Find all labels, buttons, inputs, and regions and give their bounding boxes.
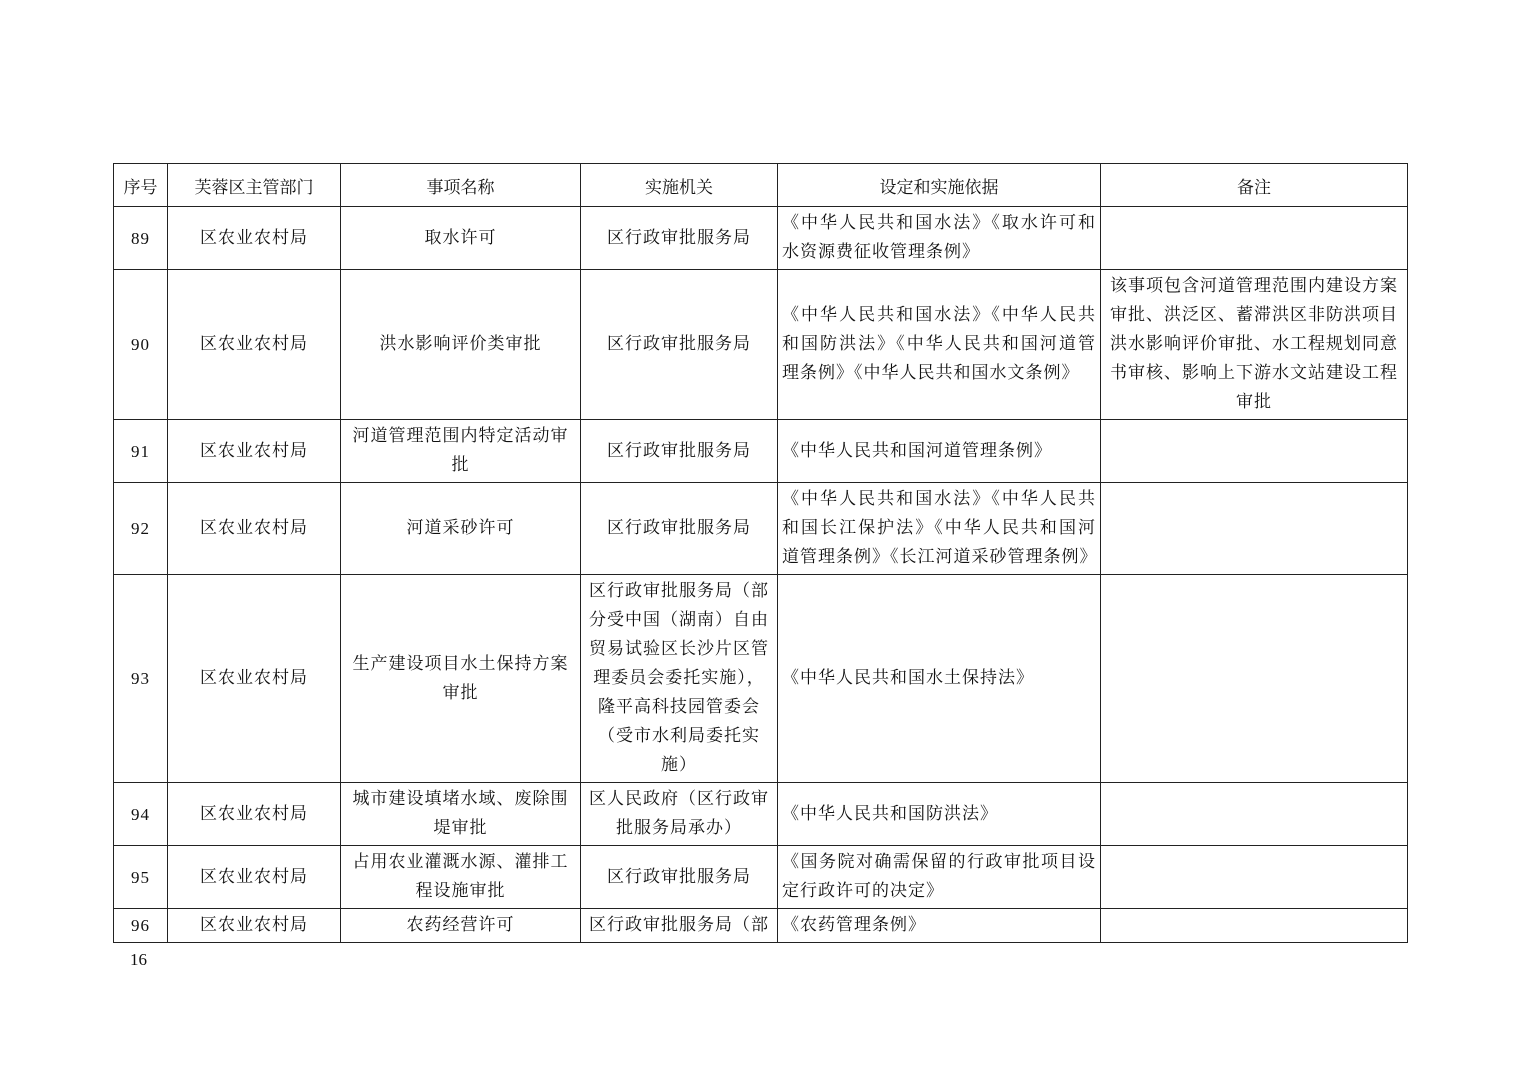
row-agency: 区行政审批服务局: [581, 846, 778, 909]
header-item: 事项名称: [341, 164, 581, 207]
row-note: [1101, 483, 1408, 575]
header-agency: 实施机关: [581, 164, 778, 207]
row-note: [1101, 207, 1408, 270]
row-no: 96: [114, 909, 168, 943]
table-row: [114, 575, 1408, 783]
row-item: 河道管理范围内特定活动审批: [341, 420, 581, 483]
row-basis: 《中华人民共和国河道管理条例》: [778, 420, 1101, 483]
row-item: 河道采砂许可: [341, 483, 581, 575]
header-dept: 芙蓉区主管部门: [168, 164, 341, 207]
row-dept: 区农业农村局: [168, 270, 341, 420]
row-agency: 区人民政府（区行政审批服务局承办）: [581, 783, 778, 846]
row-basis: 《中华人民共和国水法》《中华人民共和国防洪法》《中华人民共和国河道管理条例》《中华人民共和国水文条例》: [778, 270, 1101, 420]
header-basis: 设定和实施依据: [778, 164, 1101, 207]
row-agency: 区行政审批服务局: [581, 420, 778, 483]
page-number: 16: [130, 950, 147, 969]
row-no: 91: [114, 420, 168, 483]
row-dept: 区农业农村局: [168, 783, 341, 846]
table-row: [114, 783, 1408, 846]
row-basis: 《农药管理条例》: [778, 909, 1101, 943]
table-row: [114, 207, 1408, 270]
row-dept: 区农业农村局: [168, 483, 341, 575]
row-dept: 区农业农村局: [168, 207, 341, 270]
row-no: 95: [114, 846, 168, 909]
table-row: [114, 483, 1408, 575]
row-agency: 区行政审批服务局: [581, 207, 778, 270]
row-note: [1101, 783, 1408, 846]
table-row: [114, 270, 1408, 420]
row-basis: 《中华人民共和国水土保持法》: [778, 575, 1101, 783]
row-note: [1101, 909, 1408, 943]
row-agency: 区行政审批服务局（部: [581, 909, 778, 943]
row-no: 93: [114, 575, 168, 783]
row-agency: 区行政审批服务局（部分受中国（湖南）自由贸易试验区长沙片区管理委员会委托实施），隆平高科技园管委会（受市水利局委托实施）: [581, 575, 778, 783]
table-row: [114, 846, 1408, 909]
row-dept: 区农业农村局: [168, 420, 341, 483]
row-dept: 区农业农村局: [168, 846, 341, 909]
row-basis: 《中华人民共和国水法》《中华人民共和国长江保护法》《中华人民共和国河道管理条例》《长江河道采砂管理条例》: [778, 483, 1101, 575]
row-note: [1101, 575, 1408, 783]
row-no: 90: [114, 270, 168, 420]
items-table: [113, 163, 1408, 943]
row-dept: 区农业农村局: [168, 909, 341, 943]
row-basis: 《国务院对确需保留的行政审批项目设定行政许可的决定》: [778, 846, 1101, 909]
header-note: 备注: [1101, 164, 1408, 207]
table-row: [114, 909, 1408, 943]
row-item: 取水许可: [341, 207, 581, 270]
row-note: [1101, 420, 1408, 483]
row-no: 94: [114, 783, 168, 846]
row-basis: 《中华人民共和国水法》《取水许可和水资源费征收管理条例》: [778, 207, 1101, 270]
row-item: 农药经营许可: [341, 909, 581, 943]
header-no: 序号: [114, 164, 168, 207]
row-note: [1101, 846, 1408, 909]
row-no: 89: [114, 207, 168, 270]
row-basis: 《中华人民共和国防洪法》: [778, 783, 1101, 846]
row-agency: 区行政审批服务局: [581, 483, 778, 575]
row-item: 占用农业灌溉水源、灌排工程设施审批: [341, 846, 581, 909]
row-item: 生产建设项目水土保持方案审批: [341, 575, 581, 783]
row-dept: 区农业农村局: [168, 575, 341, 783]
header-row: [114, 164, 1408, 207]
row-no: 92: [114, 483, 168, 575]
row-item: 城市建设填堵水域、废除围堤审批: [341, 783, 581, 846]
row-agency: 区行政审批服务局: [581, 270, 778, 420]
table-row: [114, 420, 1408, 483]
row-item: 洪水影响评价类审批: [341, 270, 581, 420]
row-note: 该事项包含河道管理范围内建设方案审批、洪泛区、蓄滞洪区非防洪项目洪水影响评价审批、水工程规划同意书审核、影响上下游水文站建设工程审批: [1101, 270, 1408, 420]
